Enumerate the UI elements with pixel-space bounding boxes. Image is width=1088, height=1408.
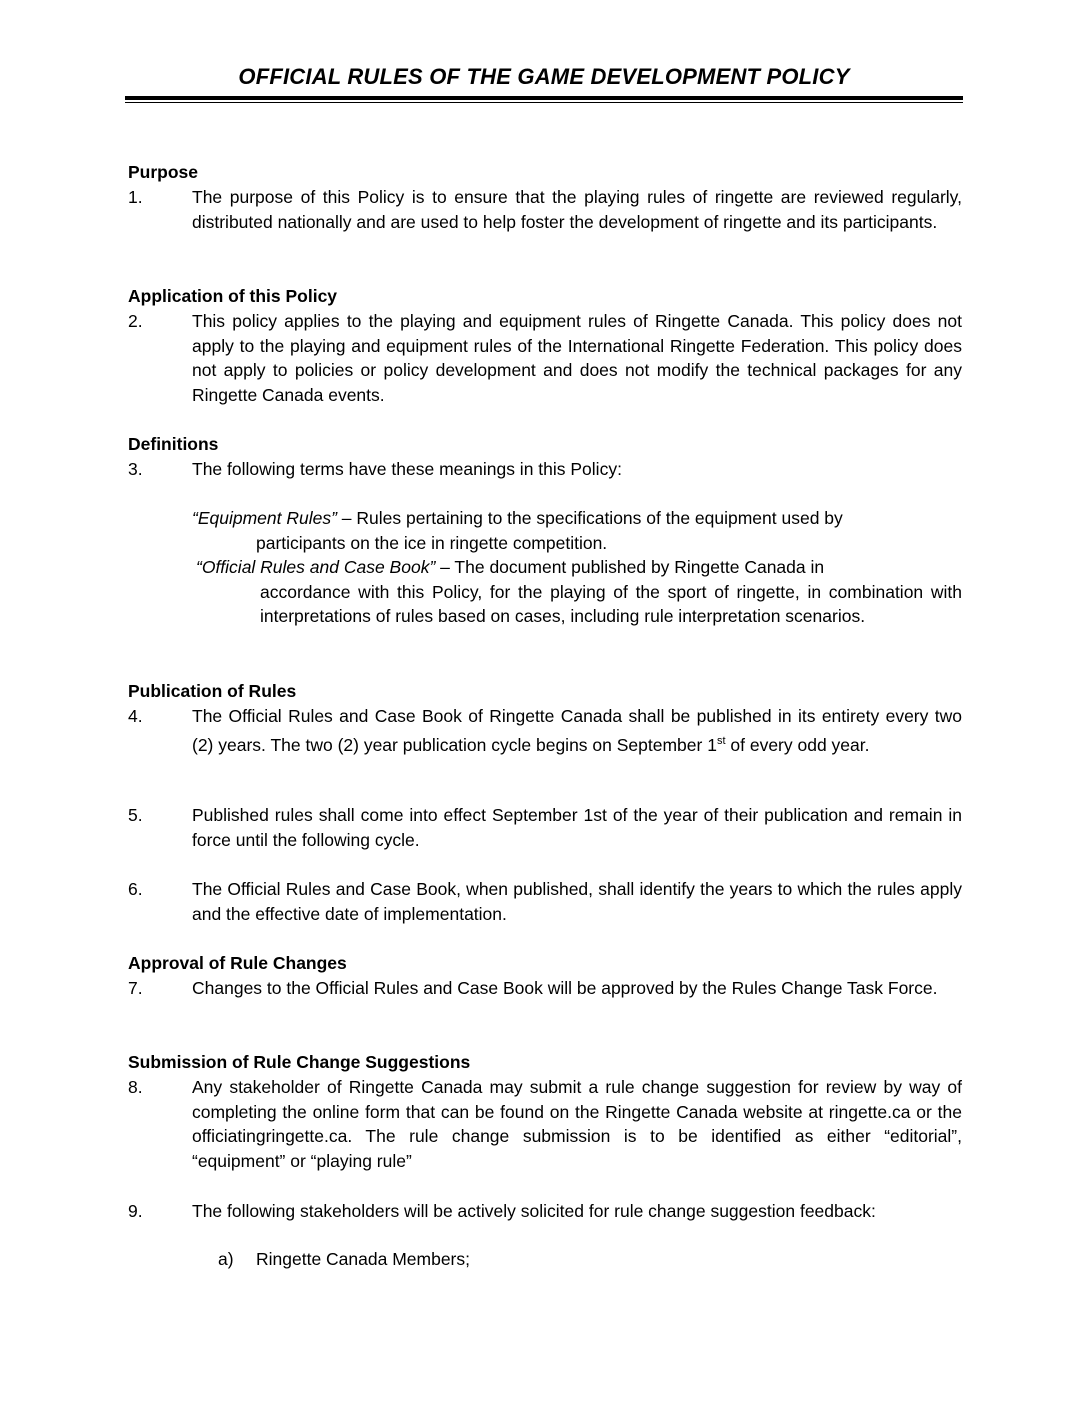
ordinal-superscript: st	[716, 734, 726, 747]
clause-1	[128, 185, 962, 234]
clause-text: This policy applies to the playing and equipment rules of Ringette Canada. This policy does not apply to the playing and equipment rules of the International Ringette Federation. This policy does not apply to policies or policy development and does not modify the technical packages for any Ringette Canada events.	[192, 311, 962, 405]
clause-text: The purpose of this Policy is to ensure that the playing rules of ringette are reviewed regularly, distributed nationally and are used to help foster the development of ringette and its participants.	[192, 187, 962, 232]
clause-number: 2.	[128, 311, 143, 331]
clause-text: The following terms have these meanings in this Policy:	[192, 459, 622, 479]
heading-definitions: Definitions	[128, 434, 219, 454]
clause-text	[192, 704, 962, 757]
definition-term: “Official Rules and Case Book”	[196, 557, 436, 577]
clause-number: 1.	[128, 187, 143, 207]
clause-text-part: The Official Rules and Case Book of Ringette Canada shall be published in its entirety every two (2) years. The two (2) year publication cycle begins on September 1	[192, 706, 962, 755]
definition-term: “Equipment Rules”	[192, 508, 337, 528]
definition-text: – Rules pertaining to the specifications of the equipment used by	[336, 508, 843, 528]
page-title: OFFICIAL RULES OF THE GAME DEVELOPMENT POLICY	[238, 64, 850, 89]
heading-publication: Publication of Rules	[128, 681, 297, 701]
clause-number: 6.	[128, 879, 143, 899]
clause-6	[128, 877, 962, 926]
clause-text: The following stakeholders will be actively solicited for rule change suggestion feedback:	[192, 1201, 876, 1221]
clause-number: 7.	[128, 978, 143, 998]
clause-9	[128, 1199, 962, 1224]
clause-text: The Official Rules and Case Book, when published, shall identify the years to which the rules apply and the effective date of implementation.	[192, 879, 962, 924]
clause-text: Any stakeholder of Ringette Canada may submit a rule change suggestion for review by way of completing the online form that can be found on the Ringette Canada website at ringette.ca or the officiatingringette.ca. The rule change submission is to be identified as either “editorial”, “equipment” or “playing rule”	[192, 1077, 962, 1171]
clause-text: Changes to the Official Rules and Case Book will be approved by the Rules Change Task Force.	[192, 978, 938, 998]
clause-number: 4.	[128, 706, 143, 726]
heading-application: Application of this Policy	[128, 286, 338, 306]
heading-approval: Approval of Rule Changes	[128, 953, 347, 973]
subclause-letter: a)	[218, 1249, 234, 1269]
definition-official-rules	[196, 555, 962, 629]
heading-purpose: Purpose	[128, 162, 199, 182]
clause-text: Published rules shall come into effect September 1st of the year of their publication and remain in force until the following cycle.	[192, 805, 962, 850]
clause-number: 8.	[128, 1077, 143, 1097]
subclause-a	[218, 1247, 470, 1271]
clause-7	[128, 976, 962, 1001]
heading-submission: Submission of Rule Change Suggestions	[128, 1052, 471, 1072]
clause-3	[128, 457, 962, 482]
clause-number: 9.	[128, 1201, 143, 1221]
clause-number: 5.	[128, 805, 143, 825]
title-underline-thin	[125, 102, 963, 103]
definition-text-continued: participants on the ice in ringette competition.	[256, 532, 608, 553]
clause-4	[128, 704, 962, 757]
clause-number: 3.	[128, 459, 143, 479]
subclause-text: Ringette Canada Members;	[256, 1249, 470, 1269]
definition-equipment-rules	[192, 506, 962, 555]
clause-text-part: of every odd year.	[725, 734, 870, 755]
title-underline-thick	[125, 96, 963, 100]
clause-5	[128, 803, 962, 852]
clause-8	[128, 1075, 962, 1173]
clause-2	[128, 309, 962, 407]
definition-text: – The document published by Ringette Canada in	[435, 557, 825, 577]
definition-text-continued: accordance with this Policy, for the playing of the sport of ringette, in combination with interpretations of rules based on cases, including rule interpretation scenarios.	[260, 581, 962, 626]
